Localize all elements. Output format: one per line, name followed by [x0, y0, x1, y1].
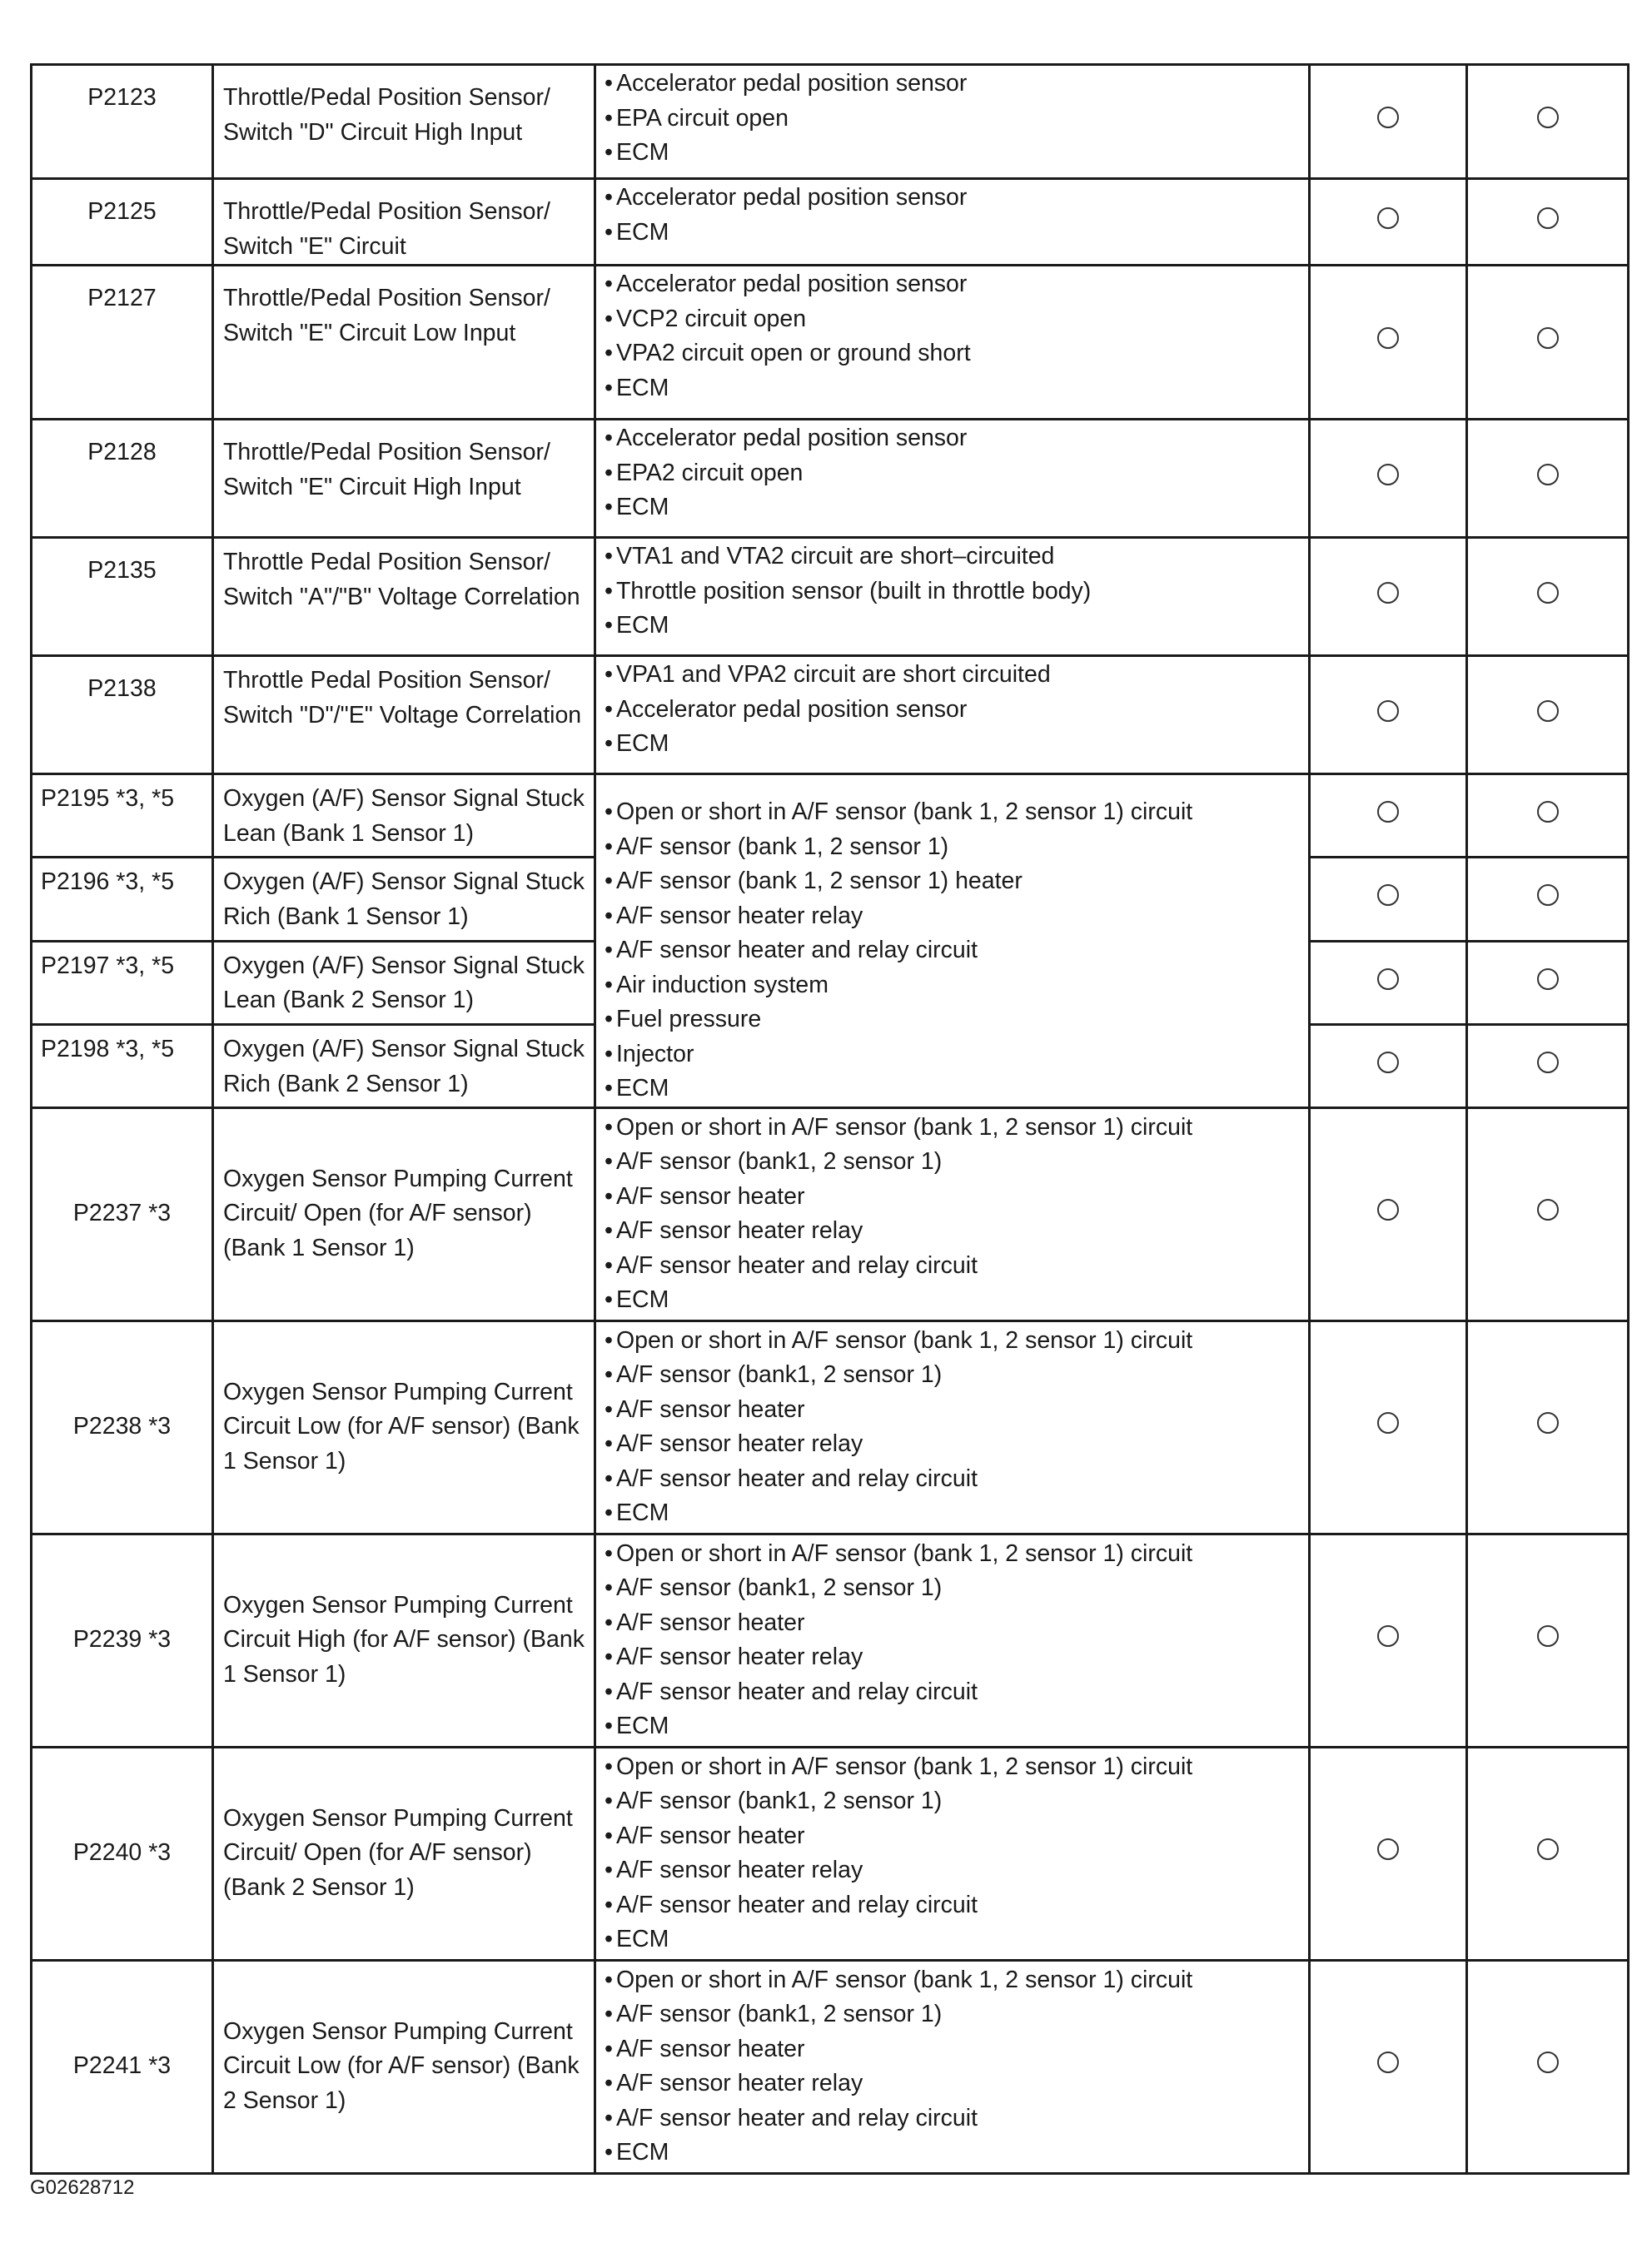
dtc-code: P2239 *3 — [32, 1534, 213, 1747]
table-row — [32, 420, 1629, 538]
trouble-area-item: • ECM — [605, 1922, 1308, 1957]
trouble-area-item: • ECM — [605, 1283, 1308, 1318]
check-cell — [1310, 1960, 1467, 2173]
check-cell — [1467, 65, 1629, 179]
check-cell — [1310, 538, 1467, 656]
circle-mark-icon — [1377, 464, 1399, 485]
table-row — [32, 1320, 1629, 1534]
trouble-area-cell — [595, 1534, 1310, 1747]
table-row — [32, 179, 1629, 266]
check-cell — [1310, 774, 1467, 858]
trouble-area-item: • VPA2 circuit open or ground short — [605, 336, 1308, 371]
trouble-area-item: • A/F sensor heater relay — [605, 1640, 1308, 1675]
trouble-area-item: • A/F sensor heater relay — [605, 1427, 1308, 1462]
dtc-code: P2123 — [32, 65, 213, 179]
trouble-area-item: • ECM — [605, 371, 1308, 406]
trouble-area-item: • Open or short in A/F sensor (bank 1, 2 sensor 1) circuit — [605, 1324, 1308, 1359]
trouble-area-item: • A/F sensor heater relay — [605, 899, 1308, 934]
trouble-area-item: • ECM — [605, 1709, 1308, 1744]
trouble-area-item: • Open or short in A/F sensor (bank 1, 2 sensor 1) circuit — [605, 1111, 1308, 1146]
check-cell — [1310, 65, 1467, 179]
check-cell — [1467, 538, 1629, 656]
trouble-area-item: • A/F sensor (bank1, 2 sensor 1) — [605, 1571, 1308, 1606]
dtc-code: P2237 *3 — [32, 1107, 213, 1320]
circle-mark-icon — [1537, 2052, 1559, 2073]
dtc-code: P2241 *3 — [32, 1960, 213, 2173]
figure-id: G02628712 — [30, 2176, 135, 2199]
circle-mark-icon — [1537, 582, 1559, 604]
trouble-area-item: • Open or short in A/F sensor (bank 1, 2 sensor 1) circuit — [605, 795, 1308, 830]
trouble-area-item: • VCP2 circuit open — [605, 302, 1308, 337]
check-cell — [1467, 774, 1629, 858]
trouble-area-cell — [595, 538, 1310, 656]
check-cell — [1310, 179, 1467, 266]
circle-mark-icon — [1537, 1052, 1559, 1073]
dtc-code: P2138 — [32, 656, 213, 774]
dtc-table — [30, 63, 1630, 2175]
check-cell — [1310, 941, 1467, 1024]
trouble-area-item: • A/F sensor heater and relay circuit — [605, 1888, 1308, 1923]
circle-mark-icon — [1377, 884, 1399, 906]
dtc-description: Throttle/Pedal Position Sensor/ Switch "E" Circuit — [213, 179, 595, 266]
trouble-area-item: • Throttle position sensor (built in throttle body) — [605, 574, 1308, 609]
trouble-area-item: • A/F sensor heater and relay circuit — [605, 2101, 1308, 2136]
circle-mark-icon — [1377, 1052, 1399, 1073]
check-cell — [1310, 1320, 1467, 1534]
circle-mark-icon — [1537, 1412, 1559, 1434]
trouble-area-item: • A/F sensor heater — [605, 1393, 1308, 1428]
trouble-area-item: • ECM — [605, 609, 1308, 644]
table-row — [32, 266, 1629, 420]
dtc-table-body — [32, 65, 1629, 2174]
check-cell — [1310, 1107, 1467, 1320]
trouble-area-item: • Open or short in A/F sensor (bank 1, 2 sensor 1) circuit — [605, 1537, 1308, 1572]
trouble-area-item: • Injector — [605, 1037, 1308, 1072]
table-row — [32, 1960, 1629, 2173]
trouble-area-item: • A/F sensor heater relay — [605, 2066, 1308, 2101]
check-cell — [1467, 1107, 1629, 1320]
dtc-description: Throttle/Pedal Position Sensor/ Switch "E" Circuit High Input — [213, 420, 595, 538]
trouble-area-item: • A/F sensor (bank1, 2 sensor 1) — [605, 1358, 1308, 1393]
trouble-area-item: • ECM — [605, 1072, 1308, 1107]
trouble-area-item: • EPA2 circuit open — [605, 456, 1308, 491]
dtc-code: P2197 *3, *5 — [32, 941, 213, 1024]
circle-mark-icon — [1537, 1199, 1559, 1221]
table-row — [32, 65, 1629, 179]
dtc-description: Throttle/Pedal Position Sensor/ Switch "E" Circuit Low Input — [213, 266, 595, 420]
dtc-description: Throttle/Pedal Position Sensor/ Switch "D" Circuit High Input — [213, 65, 595, 179]
check-cell — [1467, 656, 1629, 774]
trouble-area-item: • Open or short in A/F sensor (bank 1, 2 sensor 1) circuit — [605, 1963, 1308, 1998]
table-row — [32, 1107, 1629, 1320]
trouble-area-cell — [595, 420, 1310, 538]
circle-mark-icon — [1537, 968, 1559, 990]
check-cell — [1467, 1747, 1629, 1960]
check-cell — [1310, 1534, 1467, 1747]
trouble-area-item: • Accelerator pedal position sensor — [605, 181, 1308, 216]
dtc-description: Oxygen (A/F) Sensor Signal Stuck Lean (Bank 1 Sensor 1) — [213, 774, 595, 858]
trouble-area-item: • Accelerator pedal position sensor — [605, 267, 1308, 302]
check-cell — [1467, 858, 1629, 941]
table-row — [32, 1534, 1629, 1747]
dtc-description: Oxygen Sensor Pumping Current Circuit/ Open (for A/F sensor) (Bank 2 Sensor 1) — [213, 1747, 595, 1960]
check-cell — [1467, 1960, 1629, 2173]
dtc-description: Oxygen (A/F) Sensor Signal Stuck Rich (Bank 2 Sensor 1) — [213, 1025, 595, 1107]
trouble-area-item: • A/F sensor (bank1, 2 sensor 1) — [605, 1145, 1308, 1180]
trouble-area-item: • A/F sensor heater — [605, 2032, 1308, 2067]
circle-mark-icon — [1537, 884, 1559, 906]
trouble-area-item: • A/F sensor heater and relay circuit — [605, 1675, 1308, 1710]
trouble-area-item: • A/F sensor (bank 1, 2 sensor 1) — [605, 830, 1308, 865]
circle-mark-icon — [1377, 107, 1399, 128]
dtc-code: P2195 *3, *5 — [32, 774, 213, 858]
trouble-area-item: • A/F sensor heater — [605, 1180, 1308, 1215]
check-cell — [1467, 179, 1629, 266]
circle-mark-icon — [1377, 207, 1399, 229]
check-cell — [1467, 1320, 1629, 1534]
trouble-area-cell — [595, 774, 1310, 1108]
trouble-area-item: • Accelerator pedal position sensor — [605, 693, 1308, 728]
trouble-area-item: • ECM — [605, 490, 1308, 525]
table-row — [32, 656, 1629, 774]
dtc-code: P2238 *3 — [32, 1320, 213, 1534]
circle-mark-icon — [1377, 327, 1399, 349]
circle-mark-icon — [1377, 1625, 1399, 1647]
dtc-description: Throttle Pedal Position Sensor/ Switch "A"/"B" Voltage Correlation — [213, 538, 595, 656]
dtc-code: P2198 *3, *5 — [32, 1025, 213, 1107]
dtc-description: Throttle Pedal Position Sensor/ Switch "D"/"E" Voltage Correlation — [213, 656, 595, 774]
dtc-description: Oxygen Sensor Pumping Current Circuit/ Open (for A/F sensor) (Bank 1 Sensor 1) — [213, 1107, 595, 1320]
dtc-code: P2196 *3, *5 — [32, 858, 213, 941]
dtc-description: Oxygen (A/F) Sensor Signal Stuck Rich (Bank 1 Sensor 1) — [213, 858, 595, 941]
trouble-area-item: • Fuel pressure — [605, 1002, 1308, 1037]
trouble-area-item: • A/F sensor heater and relay circuit — [605, 1462, 1308, 1497]
trouble-area-cell — [595, 1960, 1310, 2173]
dtc-code: P2135 — [32, 538, 213, 656]
circle-mark-icon — [1537, 464, 1559, 485]
trouble-area-cell — [595, 1107, 1310, 1320]
check-cell — [1467, 420, 1629, 538]
trouble-area-item: • VPA1 and VPA2 circuit are short circuited — [605, 658, 1308, 693]
check-cell — [1310, 656, 1467, 774]
check-cell — [1467, 1025, 1629, 1107]
trouble-area-item: • A/F sensor heater relay — [605, 1853, 1308, 1888]
circle-mark-icon — [1537, 801, 1559, 823]
trouble-area-item: • EPA circuit open — [605, 102, 1308, 137]
check-cell — [1467, 1534, 1629, 1747]
trouble-area-item: • A/F sensor (bank1, 2 sensor 1) — [605, 1997, 1308, 2032]
circle-mark-icon — [1377, 700, 1399, 722]
dtc-code: P2127 — [32, 266, 213, 420]
trouble-area-item: • A/F sensor (bank1, 2 sensor 1) — [605, 1784, 1308, 1819]
circle-mark-icon — [1377, 1199, 1399, 1221]
dtc-description: Oxygen Sensor Pumping Current Circuit High (for A/F sensor) (Bank 1 Sensor 1) — [213, 1534, 595, 1747]
trouble-area-cell — [595, 266, 1310, 420]
trouble-area-item: • ECM — [605, 216, 1308, 251]
dtc-description: Oxygen Sensor Pumping Current Circuit Low (for A/F sensor) (Bank 1 Sensor 1) — [213, 1320, 595, 1534]
circle-mark-icon — [1537, 207, 1559, 229]
check-cell — [1467, 941, 1629, 1024]
dtc-description: Oxygen Sensor Pumping Current Circuit Low (for A/F sensor) (Bank 2 Sensor 1) — [213, 1960, 595, 2173]
circle-mark-icon — [1537, 327, 1559, 349]
circle-mark-icon — [1537, 1838, 1559, 1860]
trouble-area-cell — [595, 1320, 1310, 1534]
table-row — [32, 774, 1629, 858]
dtc-code: P2128 — [32, 420, 213, 538]
circle-mark-icon — [1377, 801, 1399, 823]
dtc-code: P2240 *3 — [32, 1747, 213, 1960]
circle-mark-icon — [1377, 582, 1399, 604]
trouble-area-item: • A/F sensor heater and relay circuit — [605, 933, 1308, 968]
check-cell — [1310, 1025, 1467, 1107]
table-row — [32, 538, 1629, 656]
dtc-description: Oxygen (A/F) Sensor Signal Stuck Lean (Bank 2 Sensor 1) — [213, 941, 595, 1024]
trouble-area-cell — [595, 656, 1310, 774]
trouble-area-item: • ECM — [605, 1496, 1308, 1531]
check-cell — [1310, 1747, 1467, 1960]
check-cell — [1310, 420, 1467, 538]
trouble-area-item: • A/F sensor (bank 1, 2 sensor 1) heater — [605, 864, 1308, 899]
trouble-area-item: • Air induction system — [605, 968, 1308, 1003]
table-row — [32, 1747, 1629, 1960]
trouble-area-item: • A/F sensor heater relay — [605, 1214, 1308, 1249]
trouble-area-item: • ECM — [605, 136, 1308, 171]
check-cell — [1467, 266, 1629, 420]
circle-mark-icon — [1377, 1412, 1399, 1434]
trouble-area-item: • ECM — [605, 2136, 1308, 2171]
trouble-area-item: • ECM — [605, 727, 1308, 762]
trouble-area-item: • Accelerator pedal position sensor — [605, 67, 1308, 102]
circle-mark-icon — [1537, 1625, 1559, 1647]
dtc-code: P2125 — [32, 179, 213, 266]
trouble-area-cell — [595, 1747, 1310, 1960]
circle-mark-icon — [1537, 700, 1559, 722]
trouble-area-item: • A/F sensor heater — [605, 1606, 1308, 1641]
circle-mark-icon — [1377, 968, 1399, 990]
circle-mark-icon — [1537, 107, 1559, 128]
circle-mark-icon — [1377, 2052, 1399, 2073]
trouble-area-cell — [595, 65, 1310, 179]
trouble-area-item: • VTA1 and VTA2 circuit are short–circuited — [605, 540, 1308, 574]
trouble-area-item: • Open or short in A/F sensor (bank 1, 2 sensor 1) circuit — [605, 1750, 1308, 1785]
circle-mark-icon — [1377, 1838, 1399, 1860]
check-cell — [1310, 266, 1467, 420]
trouble-area-cell — [595, 179, 1310, 266]
check-cell — [1310, 858, 1467, 941]
trouble-area-item: • A/F sensor heater and relay circuit — [605, 1249, 1308, 1284]
trouble-area-item: • Accelerator pedal position sensor — [605, 421, 1308, 456]
trouble-area-item: • A/F sensor heater — [605, 1819, 1308, 1854]
